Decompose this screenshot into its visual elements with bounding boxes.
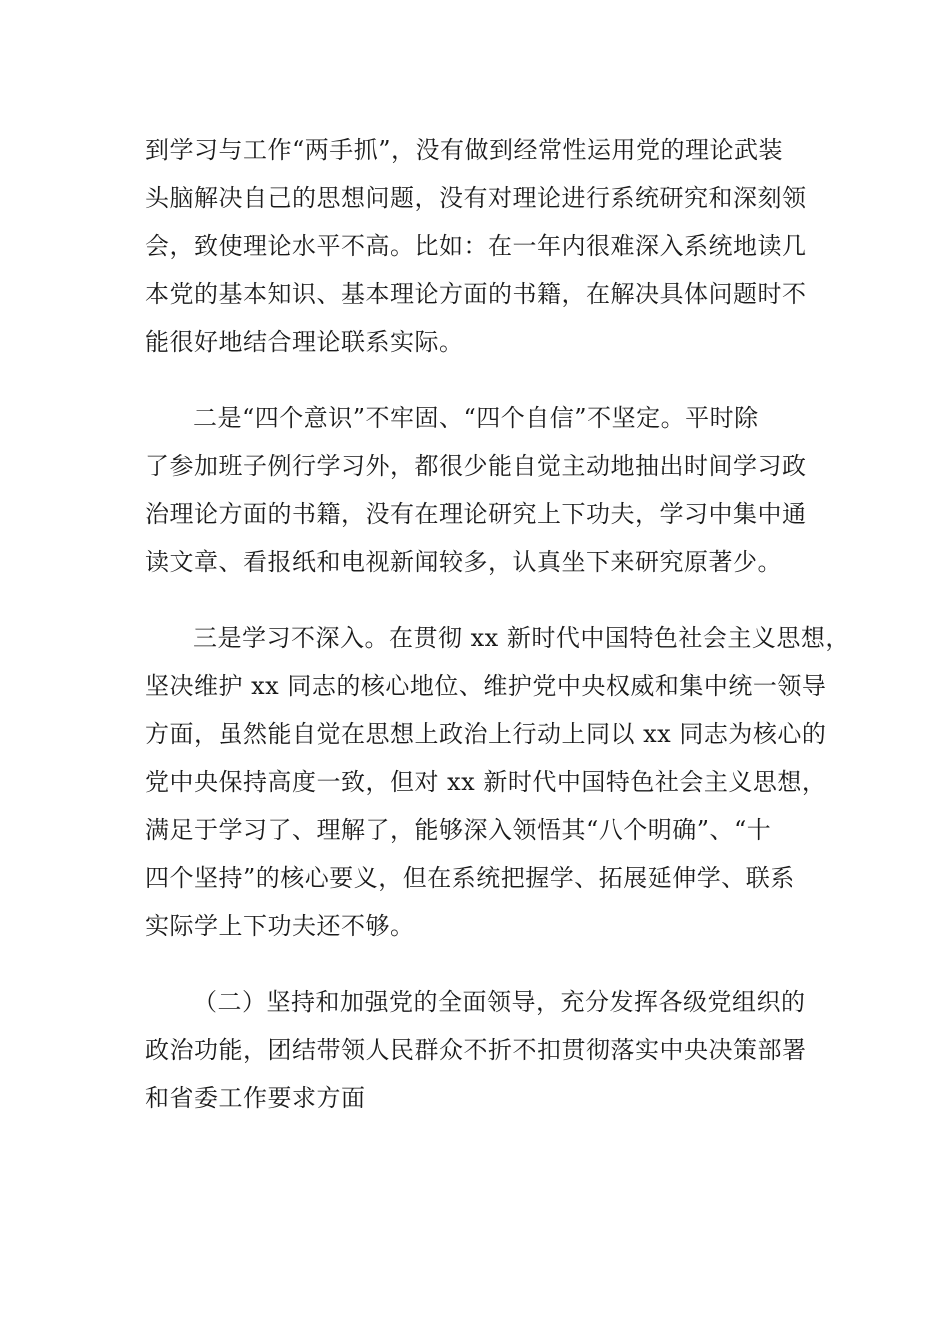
text-line: 会，致使理论水平不高。比如：在一年内很难深入系统地读几 (145, 232, 807, 260)
paragraph-third-point (145, 614, 850, 950)
text-line: 本党的基本知识、基本理论方面的书籍，在解决具体问题时不 (145, 280, 807, 308)
text-line: 治理论方面的书籍，没有在理论研究上下功夫，学习中集中通 (145, 500, 807, 528)
text-line: 满足于学习了、理解了，能够深入领悟其“八个明确”、“十 (145, 816, 772, 844)
text-line: 政治功能，团结带领人民群众不折不扣贯彻落实中央决策部署 (145, 1036, 807, 1064)
text-line: 读文章、看报纸和电视新闻较多，认真坐下来研究原著少。 (145, 548, 782, 576)
text-line: 方面，虽然能自觉在思想上政治上行动上同以 xx 同志为核心的 (145, 720, 827, 748)
text-line: 能很好地结合理论联系实际。 (145, 328, 464, 356)
text-line: 头脑解决自己的思想问题，没有对理论进行系统研究和深刻领 (145, 184, 807, 212)
text-line: 党中央保持高度一致，但对 xx 新时代中国特色社会主义思想， (145, 768, 827, 796)
text-line: 了参加班子例行学习外，都很少能自觉主动地抽出时间学习政 (145, 452, 807, 480)
paragraph-second-point (145, 394, 810, 586)
text-line: 坚决维护 xx 同志的核心地位、维护党中央权威和集中统一领导 (145, 672, 827, 700)
text-line: 实际学上下功夫还不够。 (145, 912, 415, 940)
text-line: 二是“四个意识”不牢固、“四个自信”不坚定。平时除 (193, 404, 759, 432)
text-line: 四个坚持”的核心要义，但在系统把握学、拓展延伸学、联系 (145, 864, 795, 892)
paragraph-continuation (145, 126, 810, 366)
text-line: （二）坚持和加强党的全面领导，充分发挥各级党组织的 (193, 988, 806, 1016)
text-line: 三是学习不深入。在贯彻 xx 新时代中国特色社会主义思想， (193, 624, 850, 652)
section-heading-two (145, 978, 810, 1122)
text-line: 到学习与工作“两手抓”，没有做到经常性运用党的理论武装 (145, 136, 784, 164)
text-line: 和省委工作要求方面 (145, 1084, 366, 1112)
